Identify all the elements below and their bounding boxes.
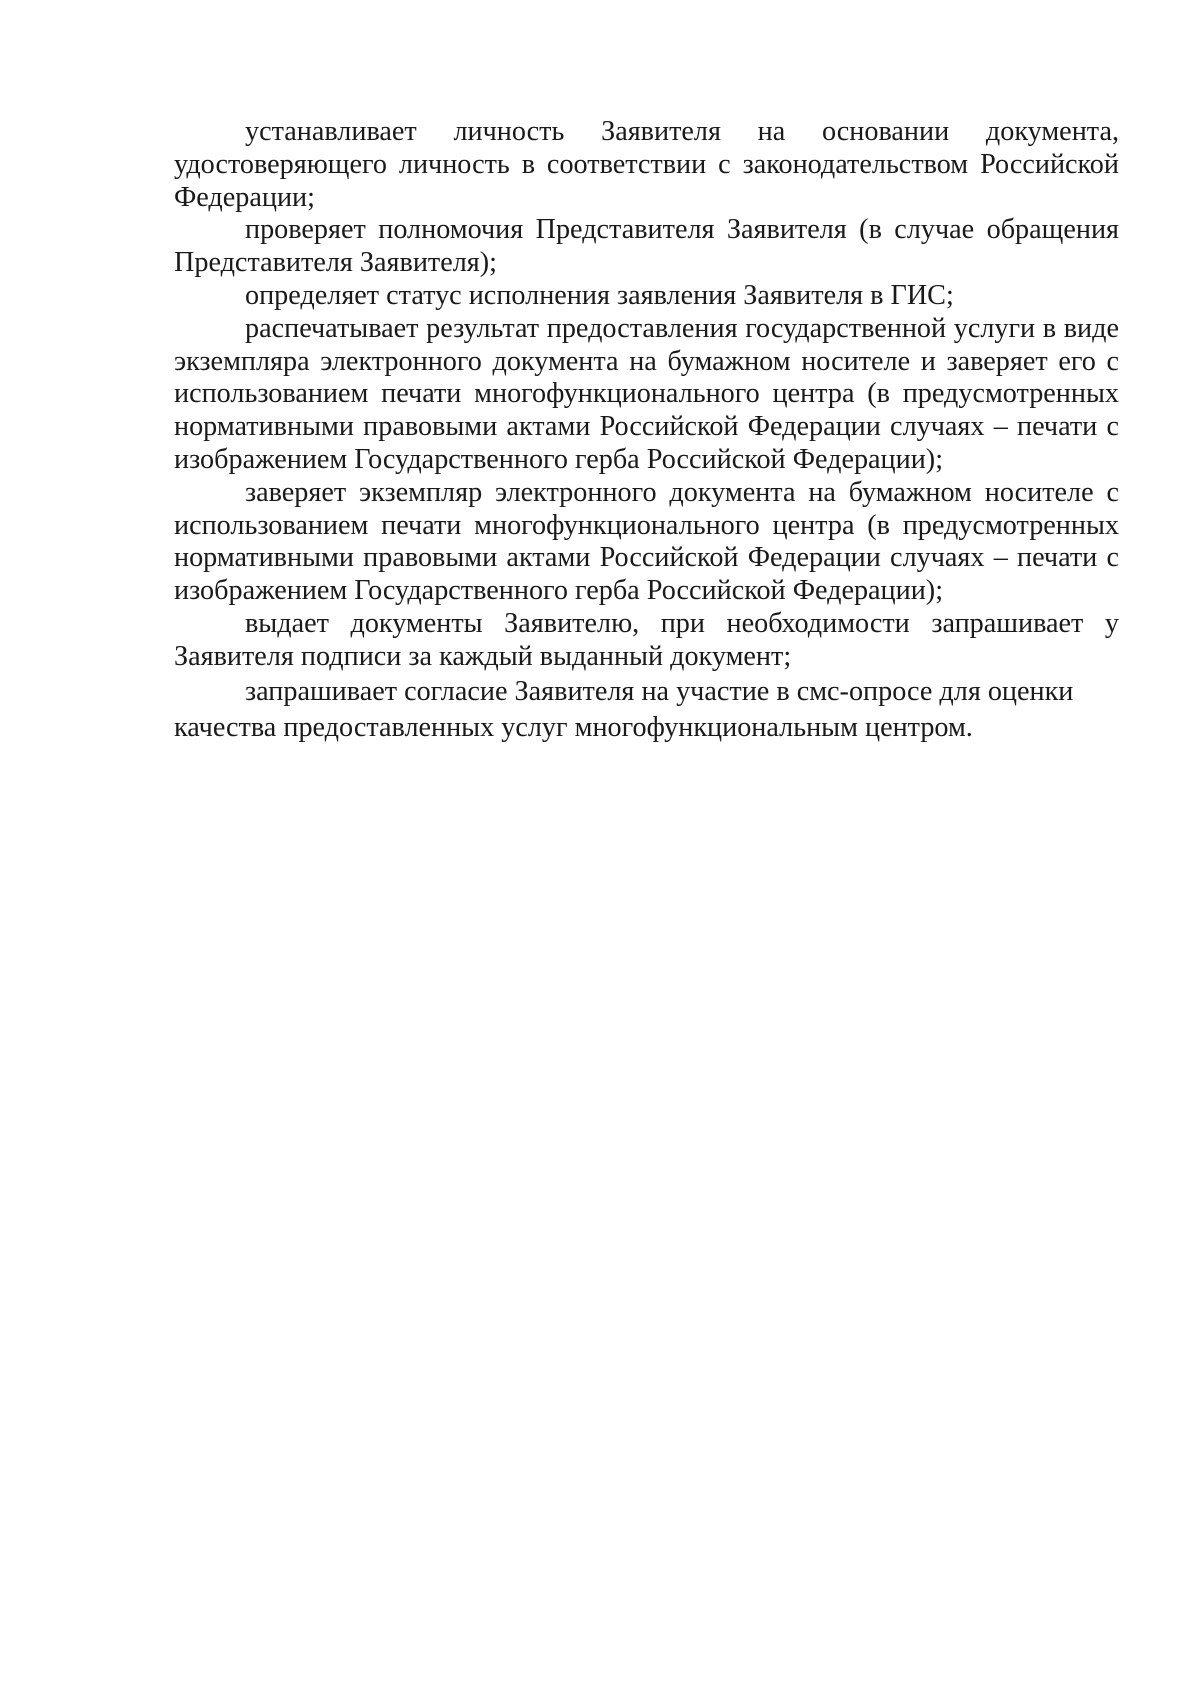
document-body [174, 116, 1119, 746]
paragraph-sms-survey: запрашивает согласие Заявителя на участие в смс-опросе для оценки качества предоставленных услуг многофункциональным центром. [174, 675, 1074, 743]
paragraph-representative-authority: проверяет полномочия Представителя Заявителя (в случае обращения Представителя Заявителя); [174, 214, 1119, 279]
paragraph-identity-check: устанавливает личность Заявителя на основании документа, удостоверяющего личность в соответствии с законодательством Российской Федерации; [174, 116, 1119, 213]
paragraph-application-status: определяет статус исполнения заявления Заявителя в ГИС; [245, 279, 954, 311]
paragraph-certify-copy: заверяет экземпляр электронного документа на бумажном носителе с использованием печати многофункционального центра (в предусмотренных нормативными правовыми актами Российской Федерации случаях – печати с изображением Государственного герба Российской Федерации); [174, 476, 1119, 607]
paragraph-print-result: распечатывает результат предоставления государственной услуги в виде экземпляра электронного документа на бумажном носителе и заверяет его с использованием печати многофункционального центра (в предусмотренных нормативными правовыми актами Российской Федерации случаях – печати с изображением Государственного герба Российской Федерации); [174, 312, 1119, 475]
paragraph-issue-documents: выдает документы Заявителю, при необходимости запрашивает у Заявителя подписи за каждый выданный документ; [174, 607, 1119, 672]
